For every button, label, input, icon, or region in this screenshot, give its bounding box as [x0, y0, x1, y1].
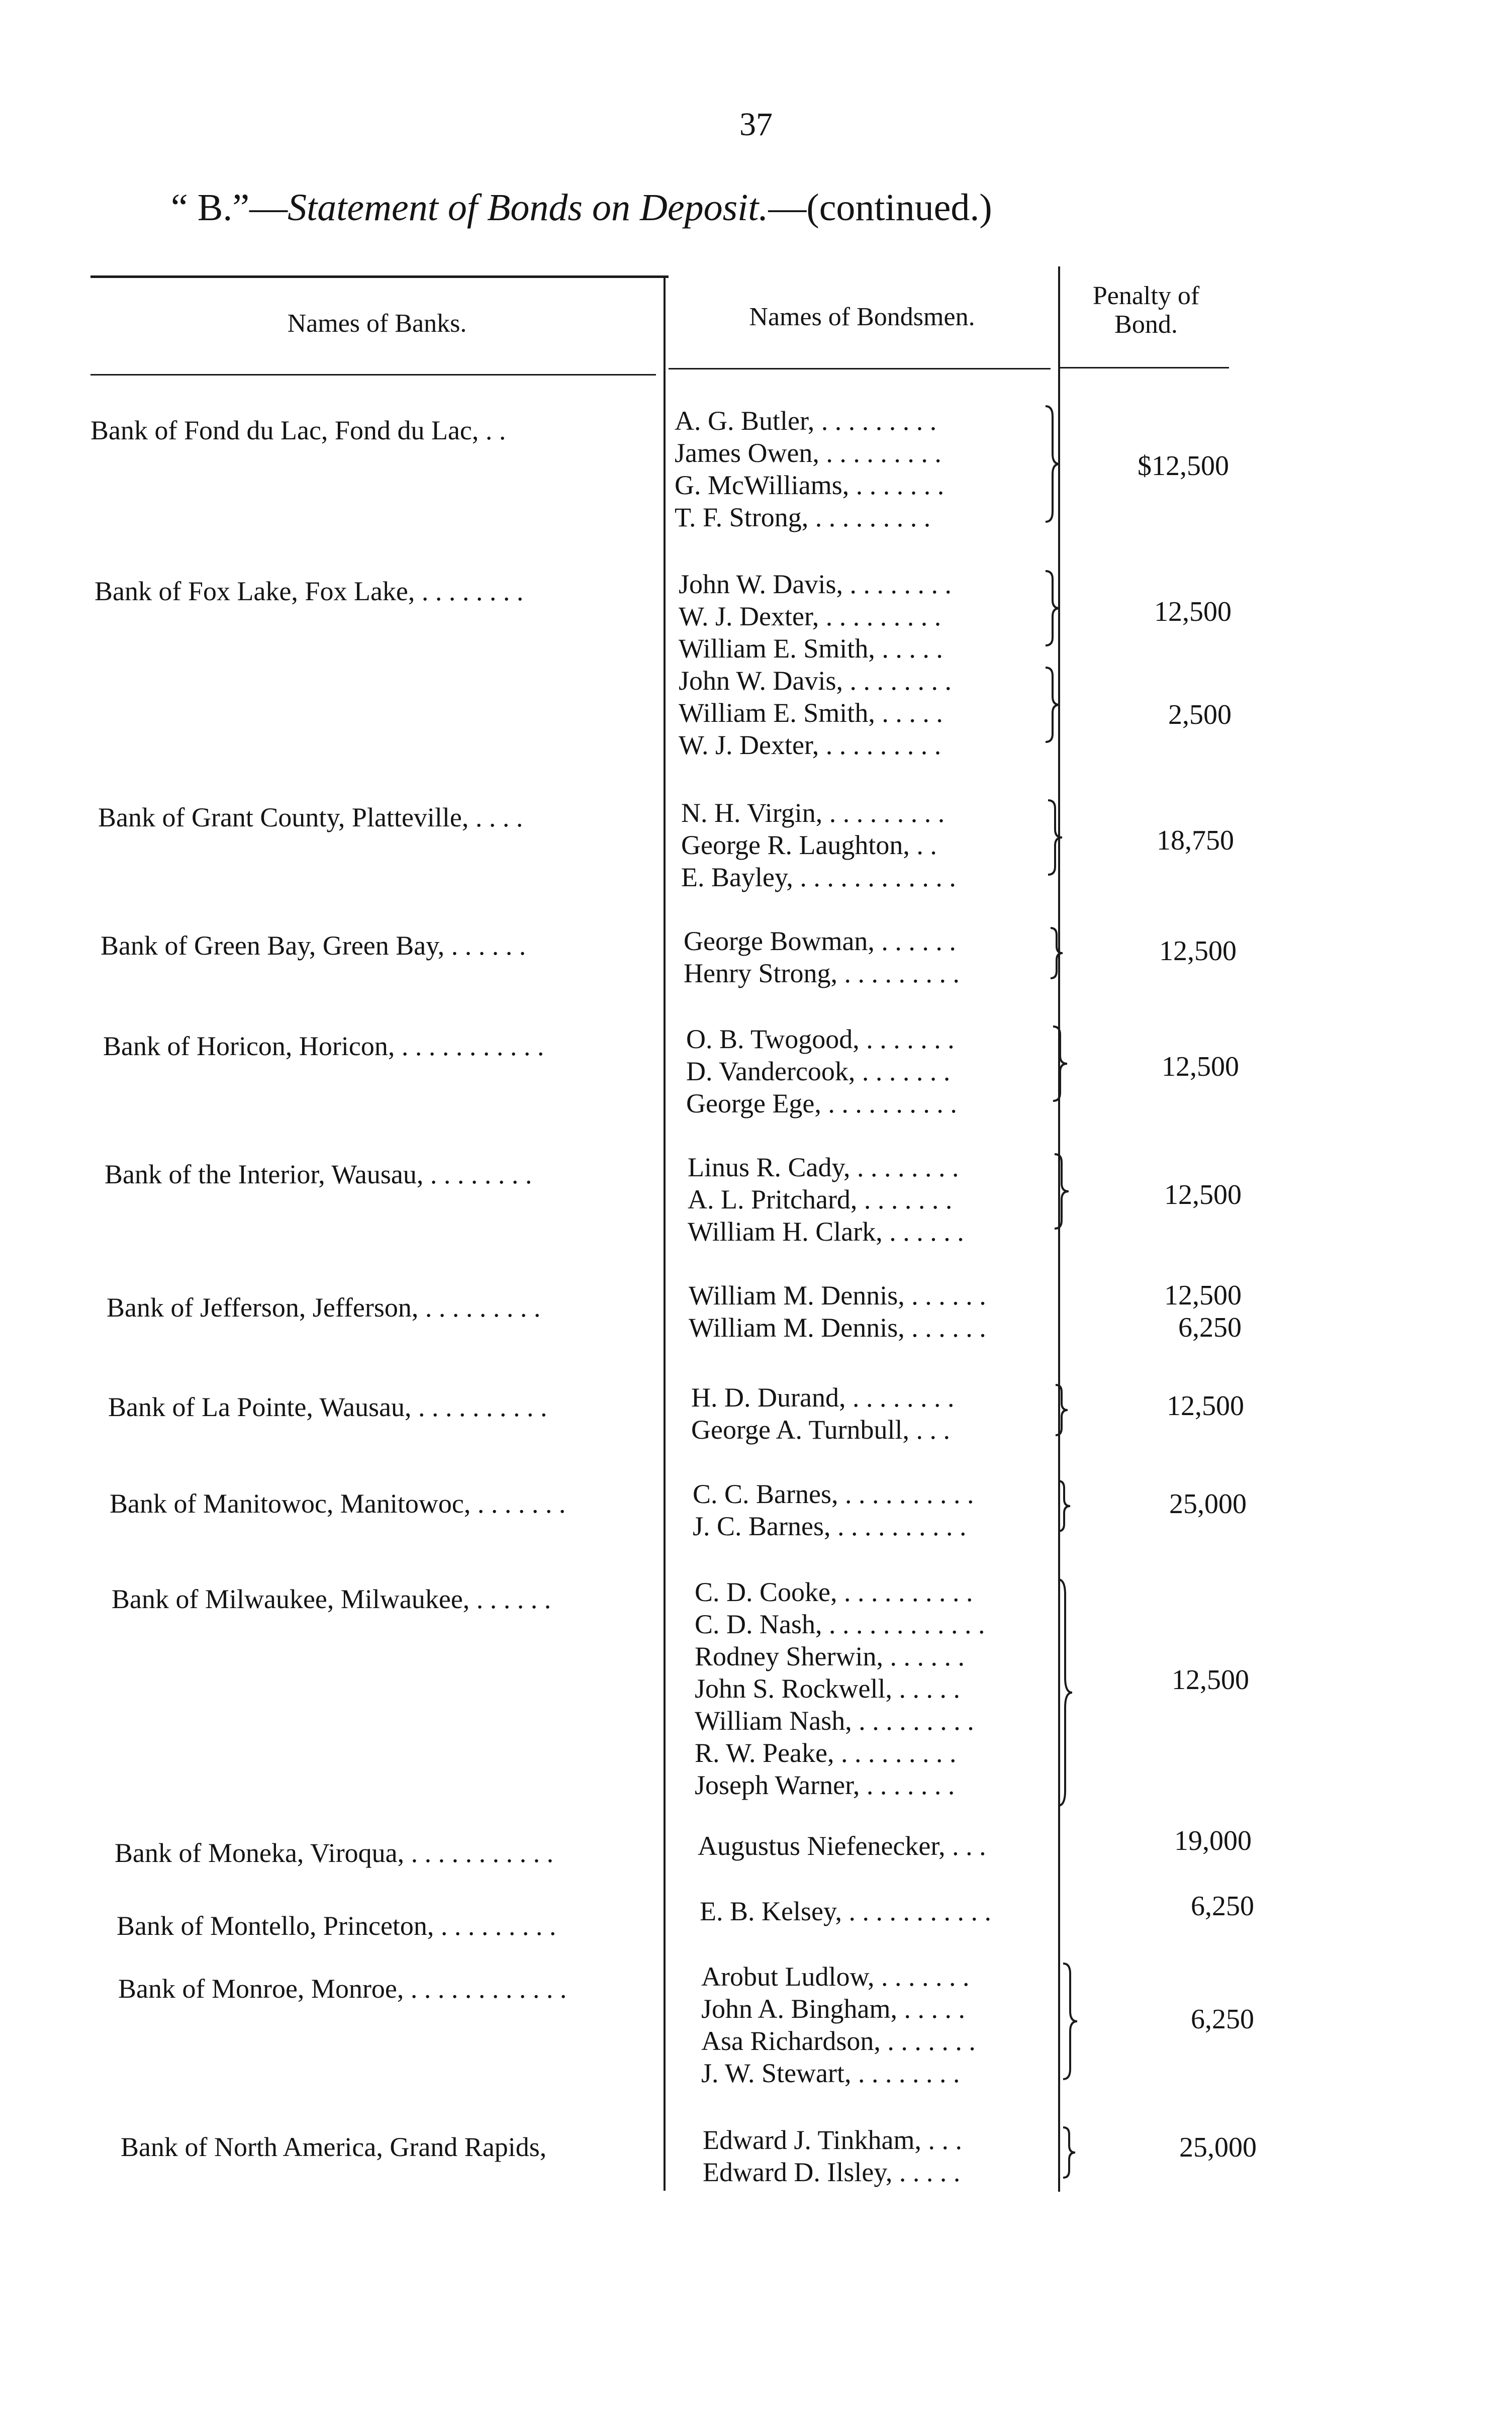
penalty-amount: 12,500 [1164, 1179, 1242, 1210]
bondsmen-list [691, 1381, 954, 1446]
penalty-amount-line: 6,250 [1178, 1312, 1242, 1343]
header-penalty-line1: Penalty of [1092, 282, 1200, 310]
bondsmen-list [700, 1895, 991, 1927]
bondsman-name: John W. Davis, . . . . . . . . [679, 569, 952, 599]
bondsman-name: George Ege, . . . . . . . . . . [686, 1088, 957, 1118]
header-penalty [1061, 282, 1232, 339]
brace-icon [1063, 2127, 1075, 2178]
bondsman-name: William H. Clark, . . . . . . [688, 1217, 964, 1247]
bondsman-name: John W. Davis, . . . . . . . . [679, 666, 952, 696]
bondsman-name: E. Bayley, . . . . . . . . . . . . [681, 862, 956, 892]
bondsman-name: O. B. Twogood, . . . . . . . [686, 1024, 955, 1054]
bank-name: Bank of Fox Lake, Fox Lake, . . . . . . . . [94, 576, 524, 606]
bondsmen-list [684, 925, 960, 989]
bank-name: Bank of Moneka, Viroqua, . . . . . . . . . . . [115, 1838, 554, 1868]
bondsman-name: Arobut Ludlow, . . . . . . . [701, 1962, 970, 1992]
header-banks: Names of Banks. [287, 309, 467, 338]
header-penalty-line2: Bond. [1114, 310, 1178, 339]
penalty-amount: 19,000 [1174, 1825, 1252, 1856]
header-bottom-rule-banks [90, 374, 656, 376]
bondsman-name: William E. Smith, . . . . . [679, 633, 943, 664]
bondsman-name: A. G. Butler, . . . . . . . . . [675, 406, 937, 436]
bondsmen-list [686, 1023, 957, 1119]
bondsman-name: George A. Turnbull, . . . [691, 1415, 951, 1445]
column-rule-right [1058, 266, 1060, 2192]
bondsman-name: Joseph Warner, . . . . . . . [695, 1770, 955, 1800]
bank-name: Bank of Fond du Lac, Fond du Lac, . . [90, 415, 506, 445]
bondsmen-list [675, 405, 944, 533]
bondsman-name: Linus R. Cady, . . . . . . . . [688, 1152, 959, 1182]
penalty-amount: 12,500 [1167, 1390, 1244, 1422]
bondsman-name: Augustus Niefenecker, . . . [698, 1831, 986, 1861]
penalty-amount: 18,750 [1157, 825, 1234, 856]
bondsman-name: Henry Strong, . . . . . . . . . [684, 958, 960, 988]
bank-name: Bank of Monroe, Monroe, . . . . . . . . . . . . [118, 1974, 567, 2004]
header-bottom-rule-penalty [1058, 367, 1229, 368]
bondsman-name: G. McWilliams, . . . . . . . [675, 470, 944, 500]
bondsman-name: George Bowman, . . . . . . [684, 926, 956, 956]
title-prefix: “ B.”— [171, 186, 288, 229]
title-suffix: —(continued.) [768, 186, 992, 229]
bondsmen-list [701, 1960, 976, 2089]
bondsman-name: Rodney Sherwin, . . . . . . [695, 1641, 965, 1671]
bondsman-name: W. J. Dexter, . . . . . . . . . [679, 730, 941, 760]
bondsmen-list [695, 1576, 985, 1801]
bondsman-name: Edward J. Tinkham, . . . [703, 2125, 963, 2155]
bondsman-name: George R. Laughton, . . [681, 830, 937, 860]
bank-name: Bank of La Pointe, Wausau, . . . . . . . . . . [108, 1392, 547, 1422]
title-italic: Statement of Bonds on Deposit. [288, 186, 769, 229]
bondsmen-list [689, 1279, 986, 1344]
bondsman-name: J. C. Barnes, . . . . . . . . . . [693, 1511, 967, 1541]
bondsmen-list [688, 1151, 964, 1248]
bondsman-name: T. F. Strong, . . . . . . . . . [675, 502, 931, 532]
bank-name: Bank of Grant County, Platteville, . . . . [98, 802, 523, 832]
bondsman-name: A. L. Pritchard, . . . . . . . [688, 1184, 953, 1215]
bondsman-name: John A. Bingham, . . . . . [701, 1994, 966, 2024]
bank-name: Bank of Manitowoc, Manitowoc, . . . . . . . [110, 1488, 566, 1519]
bondsmen-list [693, 1478, 974, 1542]
penalty-amount: 6,250 [1191, 2004, 1254, 2035]
bondsman-name: E. B. Kelsey, . . . . . . . . . . . [700, 1896, 991, 1926]
bondsman-name: N. H. Virgin, . . . . . . . . . [681, 798, 945, 828]
bank-name: Bank of Jefferson, Jefferson, . . . . . . . . . [107, 1292, 541, 1323]
bondsman-name: W. J. Dexter, . . . . . . . . . [679, 601, 941, 631]
penalty-amount: 12,500 [1159, 936, 1237, 967]
bondsman-name: C. C. Barnes, . . . . . . . . . . [693, 1479, 974, 1509]
column-rule-left [664, 275, 666, 2191]
penalty-amount: 12,500 [1172, 1664, 1249, 1696]
bondsman-name: C. D. Cooke, . . . . . . . . . . [695, 1577, 973, 1607]
bank-name: Bank of the Interior, Wausau, . . . . . . . . [105, 1159, 532, 1189]
bondsman-name: Edward D. Ilsley, . . . . . [703, 2157, 961, 2187]
bondsman-name: James Owen, . . . . . . . . . [675, 438, 941, 468]
penalty-amount: 25,000 [1169, 1488, 1247, 1520]
header-bondsmen: Names of Bondsmen. [749, 303, 975, 331]
bondsman-name: William M. Dennis, . . . . . . [689, 1280, 986, 1311]
penalty-amount: 25,000 [1179, 2132, 1257, 2163]
penalty-amount [1061, 1279, 1242, 1344]
bank-name: Bank of Horicon, Horicon, . . . . . . . . . . . [103, 1031, 544, 1061]
bank-name: Bank of Green Bay, Green Bay, . . . . . . [101, 930, 526, 961]
bank-name: Bank of North America, Grand Rapids, [121, 2132, 547, 2162]
header-bottom-rule-bondsmen [669, 368, 1051, 369]
page-number: 37 [739, 106, 773, 143]
bondsmen-list [679, 568, 952, 665]
penalty-amount: $12,500 [1138, 450, 1229, 482]
penalty-amount: 12,500 [1162, 1051, 1239, 1082]
bondsman-name: Asa Richardson, . . . . . . . [701, 2026, 976, 2056]
bondsman-name: William E. Smith, . . . . . [679, 698, 943, 728]
bondsman-name: William Nash, . . . . . . . . . [695, 1706, 974, 1736]
bondsman-name: D. Vandercook, . . . . . . . [686, 1056, 951, 1086]
penalty-amount: 12,500 [1154, 596, 1232, 627]
bondsmen-list [698, 1830, 986, 1862]
bondsmen-list [681, 797, 956, 893]
bank-name: Bank of Montello, Princeton, . . . . . . . . . [117, 1911, 556, 1941]
page-title [171, 186, 992, 230]
bondsman-name: H. D. Durand, . . . . . . . . [691, 1382, 955, 1413]
penalty-amount: 6,250 [1191, 1891, 1254, 1922]
bondsman-name: J. W. Stewart, . . . . . . . . [701, 2058, 960, 2088]
bondsman-name: R. W. Peake, . . . . . . . . . [695, 1738, 957, 1768]
bondsman-name: William M. Dennis, . . . . . . [689, 1313, 986, 1343]
bondsmen-list [703, 2124, 962, 2188]
bank-name: Bank of Milwaukee, Milwaukee, . . . . . . [112, 1584, 551, 1614]
header-top-rule [90, 275, 669, 278]
bondsman-name: C. D. Nash, . . . . . . . . . . . . [695, 1609, 985, 1639]
penalty-amount-line: 12,500 [1164, 1280, 1242, 1311]
bondsmen-list [679, 665, 952, 761]
penalty-amount: 2,500 [1168, 699, 1232, 730]
bondsman-name: John S. Rockwell, . . . . . [695, 1673, 961, 1704]
